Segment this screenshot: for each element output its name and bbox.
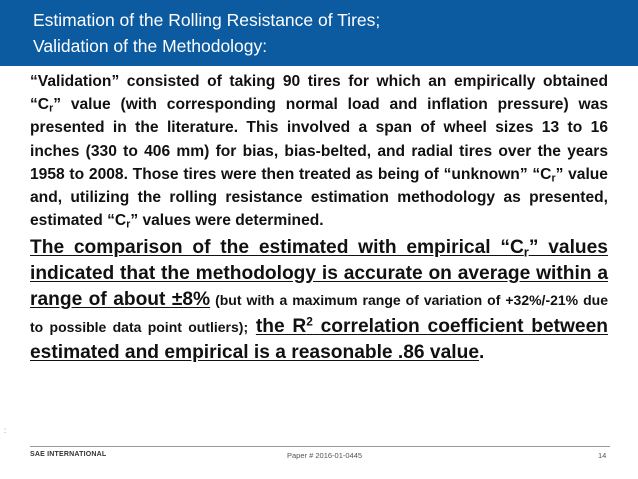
p2-text-c: the R — [255, 315, 307, 337]
footer-divider — [30, 446, 610, 447]
p2-superscript: 2 — [306, 313, 313, 328]
slide-header — [0, 0, 638, 66]
p2-note: (but with a maximum range of variation of +32%/-21% due to possible data point outliers); — [30, 291, 608, 335]
p1-text-a: “Validation” consisted of taking 90 tires for which an empirically obtained “C — [30, 73, 608, 114]
margin-mark: : — [4, 426, 7, 435]
footer-paper-number: Paper # 2016-01-0445 — [287, 451, 363, 460]
validation-paragraph — [30, 70, 608, 232]
footer-organization: SAE INTERNATIONAL — [30, 451, 107, 458]
p1-text-b: ” value (with corresponding normal load and inflation pressure) was presented in the literature. This involved a span of wheel sizes 13 to 16 inches (330 to 406 mm) for bias, bias-belted, and radial tires over the years 1958 to 2008. Those tires were then treated as being of “unknown” “C — [30, 96, 608, 183]
p1-subscript-1: r — [49, 102, 54, 115]
slide-title-line-2: Validation of the Methodology: — [33, 36, 268, 56]
p2-text-b: ” values indicated that the methodology is accurate on average within a range of about ±8% — [30, 237, 608, 310]
p2-subscript: r — [523, 244, 529, 260]
p2-text-e: . — [479, 342, 485, 364]
footer-page-number: 14 — [598, 451, 607, 460]
slide-body — [30, 70, 608, 366]
slide-title-line-1: Estimation of the Rolling Resistance of Tires; — [33, 10, 381, 30]
p1-text-c: ” value and, utilizing the rolling resistance estimation methodology as presented, estimated “C — [30, 165, 608, 230]
comparison-paragraph — [30, 235, 608, 366]
p1-subscript-3: r — [126, 218, 131, 231]
p2-text-d: correlation coefficient between estimated and empirical is a reasonable .86 value — [30, 315, 608, 364]
p2-text-a: The comparison of the estimated with empirical “C — [30, 237, 524, 259]
p1-text-d: ” values were determined. — [130, 212, 324, 230]
p1-subscript-2: r — [551, 172, 556, 185]
